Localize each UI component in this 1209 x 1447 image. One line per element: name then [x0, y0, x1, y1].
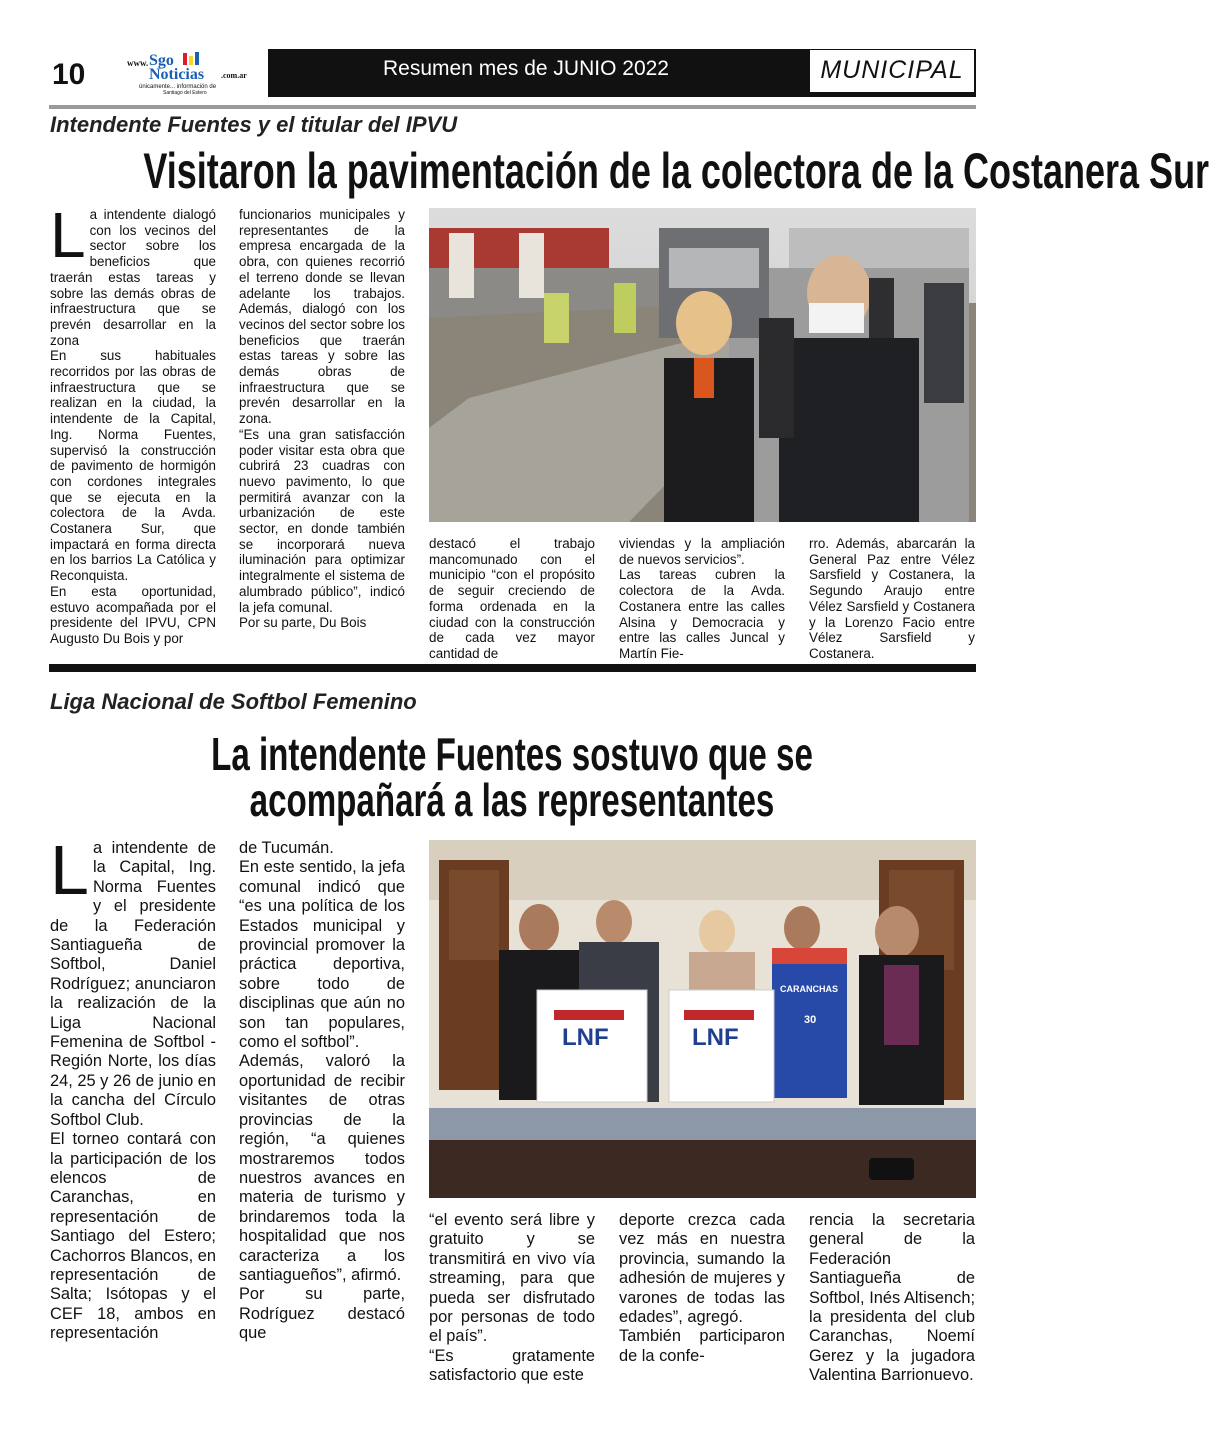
issue-label: Resumen mes de JUNIO 2022: [383, 57, 669, 80]
svg-text:.com.ar: .com.ar: [221, 71, 247, 80]
article1-col1: [50, 199, 216, 657]
article1-col4: viviendas y la ampliación de nuevos servicios”. Las tareas cubren la colectora de la Avda. Costanera entre las calles Alsina y Democracia y entre las calles Juncal y Martín Fie-: [619, 536, 785, 661]
article1-col5: rro. Además, abarcarán la General Paz entre Vélez Sarsfield y Costanera, la Segundo Araujo entre Vélez Sarsfield y Costanera y la Lorenzo Facio entre Vélez Sarsfield y Costanera.: [809, 536, 975, 661]
photo-jersey-text: CARANCHAS: [780, 984, 838, 994]
page-number: 10: [52, 58, 86, 91]
svg-text:Santiago del Estero: Santiago del Estero: [163, 90, 207, 96]
section-divider: [49, 664, 976, 672]
article2-col5: rencia la secretaria general de la Federación Santiagueña de Softbol, Inés Altisench; la presidenta del club Caranchas, Noemí Gerez y la jugadora Valentina Barrionuevo.: [809, 1211, 975, 1385]
article1-dropcap: L: [50, 199, 86, 271]
photo-poster-text-left: LNF: [562, 1024, 609, 1051]
article2-kicker: Liga Nacional de Softbol Femenino: [50, 689, 417, 714]
article2-col1: [50, 831, 216, 1399]
article2-photo: [429, 840, 976, 1198]
article2-headline-line2: acompañará a las representantes: [249, 774, 775, 826]
article1-photo: [429, 208, 976, 522]
article2-col2: de Tucumán. En este sentido, la jefa comunal indicó que “es una política de los Estados municipal y provincial promover la práctica deportiva, sobre todo de disciplinas que aún no son tan populares, como el softbol”. Además, valoró la oportunidad de recibir visitantes de otras provincias de la región, “a quienes mostraremos todos nuestros avances en materia de turismo y brindaremos toda la hospitalidad que nos caracteriza a los santiagueños”, afirmó. Por su parte, Rodríguez destacó que: [239, 839, 405, 1343]
article1-kicker: Intendente Fuentes y el titular del IPVU: [50, 112, 458, 137]
photo-poster-text-right: LNF: [692, 1024, 739, 1051]
article2-col1-text: a intendente de la Capital, Ing. Norma Fuentes y el presidente de la Federación Santiagueña de Softbol, Daniel Rodríguez; anunciaron la realización de la Liga Nacional Femenina de Softbol - Región Norte, los días 24, 25 y 26 de junio en la cancha del Círculo Softbol Club. El torneo contará con la participación de los elencos de Caranchas, en representación de Santiago del Estero; Cachorros Blancos, en representación de Salta; Isótopas y el CEF 18, ambos en representación: [50, 839, 216, 1343]
publication-logo: [123, 50, 269, 96]
svg-text:Noticias: Noticias: [149, 66, 205, 83]
article2-col4: deporte crezca cada vez más en nuestra provincia, sumando la adhesión de mujeres y varones de todas las edades”, agregó. También participaron de la confe-: [619, 1211, 785, 1365]
svg-text:únicamente... información de: únicamente... información de: [139, 84, 217, 90]
article1-col1-text: a intendente dialogó con los vecinos del sector sobre los beneficios que traerán estas tareas y sobre las demás obras de infraestructura que se prevén desarrollar en la zona En sus habituales recorridos por las obras de infraestructura que se realizan en la ciudad, la intendente de la Capital, Ing. Norma Fuentes, supervisó la construcción de pavimento de hormigón con cordones integrales que se ejecuta en la colectora de la Avda. Costanera Sur, que impactará en forma directa en los barrios La Católica y Reconquista. En esta oportunidad, estuvo acompañada por el presidente del IPVU, CPN Augusto Du Bois y por: [50, 207, 216, 646]
photo-jersey-number: 30: [804, 1014, 817, 1026]
article2-headline-line1: La intendente Fuentes sostuvo que se: [211, 728, 813, 780]
section-label: MUNICIPAL: [820, 56, 964, 84]
article1-col2: funcionarios municipales y representantes de la empresa encargada de la obra, con quienes recorrió el terreno donde se llevan adelante los trabajos. Además, dialogó con los vecinos del sector sobre los beneficios que traerán estas tareas y sobre las demás obras de infraestructura que se prevén desarrollar en la zona. “Es una gran satisfacción poder visitar esta obra que cubrirá 23 cuadras con nuevo pavimento, lo que permitirá avanzar con la urbanización de este sector, en donde también se incorporará nueva iluminación para optimizar integralmente el sistema de alumbrado público”, indicó la jefa comunal. Por su parte, Du Bois: [239, 207, 405, 631]
article1-col3: destacó el trabajo mancomunado con el municipio “con el propósito de seguir creciendo de forma ordenada en la ciudad con la construcción de cada vez mayor cantidad de: [429, 536, 595, 661]
header-rule: [49, 105, 976, 109]
article1-headline: Visitaron la pavimentación de la colectora de la Costanera Sur: [143, 143, 1209, 199]
article2-dropcap: L: [50, 831, 89, 909]
svg-text:Sgo: Sgo: [149, 52, 174, 69]
article2-col3: “el evento será libre y gratuito y se transmitirá en vivo vía streaming, para que pueda ser disfrutado por personas de todo el país”. “Es gratamente satisfactorio que este: [429, 1211, 595, 1385]
svg-text:www.: www.: [127, 58, 149, 68]
